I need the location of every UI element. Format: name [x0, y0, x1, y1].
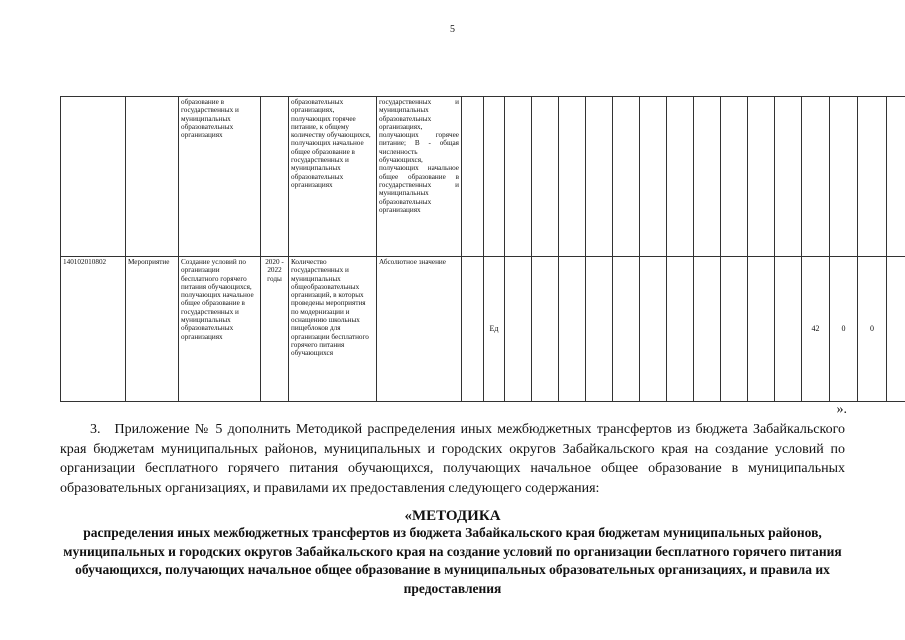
method-subtitle: распределения иных межбюджетных трансфертов из бюджета Забайкальского края бюджетам муниципальных районов, муниципальных и городских округов Забайкальского края на создание условий по организации бесплатного горячего питания обучающихся, получающих начальное общее образование в муниципальных образовательных организациях, и правила их предоставления	[63, 525, 842, 596]
cell-method: Абсолютное значение	[377, 257, 462, 402]
cell-code: 140102010802	[61, 257, 126, 402]
cell-value-1: 42	[802, 257, 830, 402]
cell-unit: Ед	[484, 257, 505, 402]
table-row-continued	[61, 97, 905, 257]
cell-goal-cont: образование в государственных и муниципальных образовательных организациях	[179, 97, 261, 257]
cell-name: Создание условий по организации бесплатного горячего питания обучающихся, получающих начальное общее образование в государственных и муниципальных образовательных организациях	[179, 257, 261, 402]
paragraph-3: 3. Приложение № 5 дополнить Методикой распределения иных межбюджетных трансфертов из бюджета Забайкальского края бюджетам муниципальных районов, муниципальных и городских округов Забайкальского края на создание условий по организации бесплатного горячего питания обучающихся, получающих начальное общее образование в муниципальных образовательных организациях, и правилами их предоставления следующего содержания:	[60, 422, 845, 496]
indicators-table	[60, 96, 905, 402]
method-title: «МЕТОДИКА	[404, 508, 501, 524]
cell-indicator: Количество государственных и муниципальных общеобразовательных организаций, в которых проведены мероприятия по модернизации и оснащению школьных пищеблоков для организации бесплатного горячего питания обучающихся	[289, 257, 377, 402]
cell-years: 2020 - 2022 годы	[261, 257, 289, 402]
cell-value-2: 0	[830, 257, 858, 402]
cell-type: Мероприятие	[126, 257, 179, 402]
cell-indicator-cont: образовательных организациях, получающих горячее питание, к общему количеству обучающихся, получающих начальное общее образование в государственных и муниципальных образовательных организациях	[289, 97, 377, 257]
table-row-event	[61, 257, 905, 402]
cell-method-cont: государственных и муниципальных образовательных организациях, получающих горячее питание; В - общая численность обучающихся, получающих начальное общее образование в государственных и муниципальных образовательных организациях	[377, 97, 462, 257]
closing-quote: ».	[836, 402, 847, 417]
cell-value-3: 0	[858, 257, 887, 402]
page-number: 5	[450, 24, 455, 35]
